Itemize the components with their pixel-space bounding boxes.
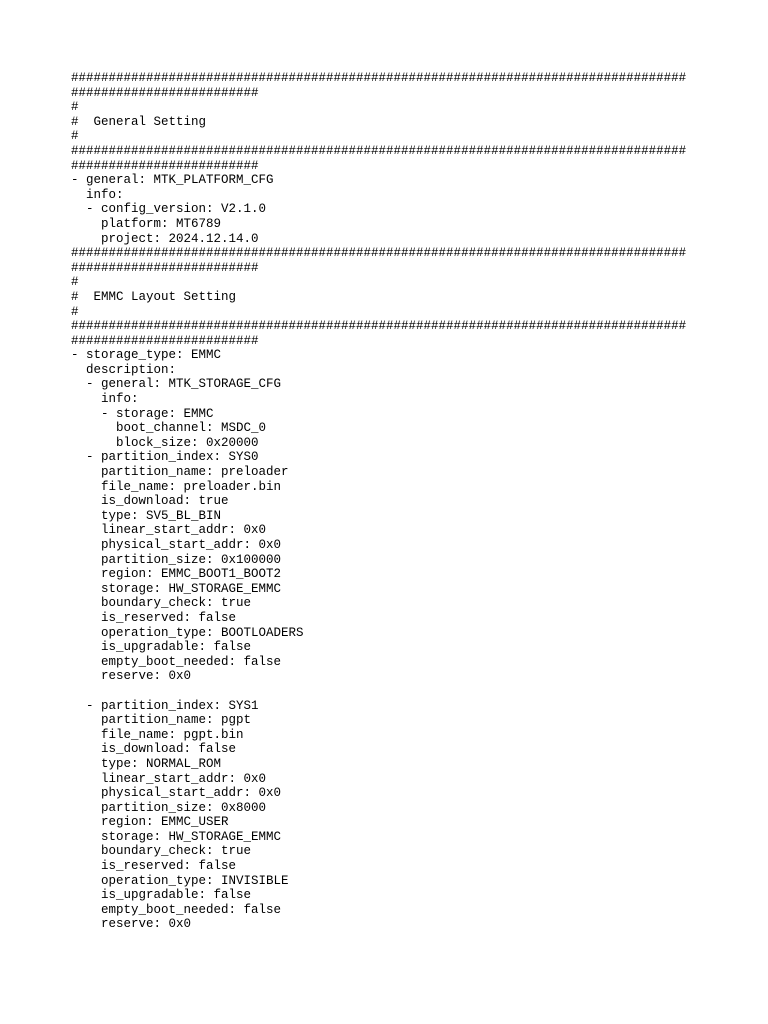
- document-text: [71, 71, 761, 932]
- document-line: ##################################################################################: [71, 143, 687, 158]
- document-line: linear_start_addr: 0x0: [71, 771, 267, 786]
- document-line: - storage_type: EMMC: [71, 348, 222, 363]
- document-line: reserve: 0x0: [71, 917, 192, 932]
- document-line: #: [71, 129, 79, 144]
- document-line: project: 2024.12.14.0: [71, 231, 259, 246]
- document-line: - general: MTK_PLATFORM_CFG: [71, 173, 274, 188]
- document-line: type: SV5_BL_BIN: [71, 508, 222, 523]
- document-line: is_reserved: false: [71, 859, 237, 874]
- document-line: #########################: [71, 158, 259, 173]
- document-line: ##################################################################################: [71, 71, 687, 85]
- document-line: storage: HW_STORAGE_EMMC: [71, 829, 282, 844]
- document-line: ##################################################################################: [71, 246, 687, 261]
- document-line: partition_size: 0x100000: [71, 552, 282, 567]
- document-line: boundary_check: true: [71, 844, 252, 859]
- document-line: file_name: preloader.bin: [71, 479, 282, 494]
- document-line: info:: [71, 187, 124, 202]
- document-line: boot_channel: MSDC_0: [71, 421, 267, 436]
- document-line: type: NORMAL_ROM: [71, 756, 222, 771]
- document-line: is_download: false: [71, 742, 237, 757]
- document-line: empty_boot_needed: false: [71, 654, 282, 669]
- document-line: info:: [71, 392, 139, 407]
- document-line: partition_name: preloader: [71, 465, 289, 480]
- document-line: - partition_index: SYS1: [71, 698, 259, 713]
- document-line: - config_version: V2.1.0: [71, 202, 267, 217]
- document-line: partition_size: 0x8000: [71, 800, 267, 815]
- document-line: #: [71, 275, 79, 290]
- document-line: is_upgradable: false: [71, 888, 252, 903]
- document-line: #: [71, 100, 79, 115]
- document-line: boundary_check: true: [71, 596, 252, 611]
- document-line: block_size: 0x20000: [71, 435, 259, 450]
- document-line: - partition_index: SYS0: [71, 450, 259, 465]
- document-line: physical_start_addr: 0x0: [71, 538, 282, 552]
- document-line: description:: [71, 362, 177, 377]
- document-line: empty_boot_needed: false: [71, 902, 282, 917]
- document-line: is_upgradable: false: [71, 640, 252, 655]
- document-line: # General Setting: [71, 114, 207, 129]
- document-line: is_reserved: false: [71, 610, 237, 625]
- document-line: #########################: [71, 85, 259, 100]
- document-line: #########################: [71, 333, 259, 348]
- document-line: - general: MTK_STORAGE_CFG: [71, 377, 282, 392]
- document-line: operation_type: BOOTLOADERS: [71, 625, 304, 640]
- document-line: physical_start_addr: 0x0: [71, 786, 282, 801]
- document-line: storage: HW_STORAGE_EMMC: [71, 581, 282, 596]
- document-line: [71, 684, 761, 699]
- document-line: - storage: EMMC: [71, 406, 214, 421]
- document-line: partition_name: pgpt: [71, 713, 252, 728]
- document-line: #########################: [71, 260, 259, 275]
- document-line: reserve: 0x0: [71, 669, 192, 684]
- document-line: linear_start_addr: 0x0: [71, 523, 267, 538]
- document-line: file_name: pgpt.bin: [71, 727, 244, 742]
- document-line: ##################################################################################: [71, 319, 687, 334]
- document-line: is_download: true: [71, 494, 229, 509]
- document-line: operation_type: INVISIBLE: [71, 873, 289, 888]
- document-line: region: EMMC_BOOT1_BOOT2: [71, 567, 282, 582]
- document-line: #: [71, 304, 79, 319]
- document-line: # EMMC Layout Setting: [71, 289, 237, 304]
- document-line: platform: MT6789: [71, 216, 222, 231]
- document-line: region: EMMC_USER: [71, 815, 229, 830]
